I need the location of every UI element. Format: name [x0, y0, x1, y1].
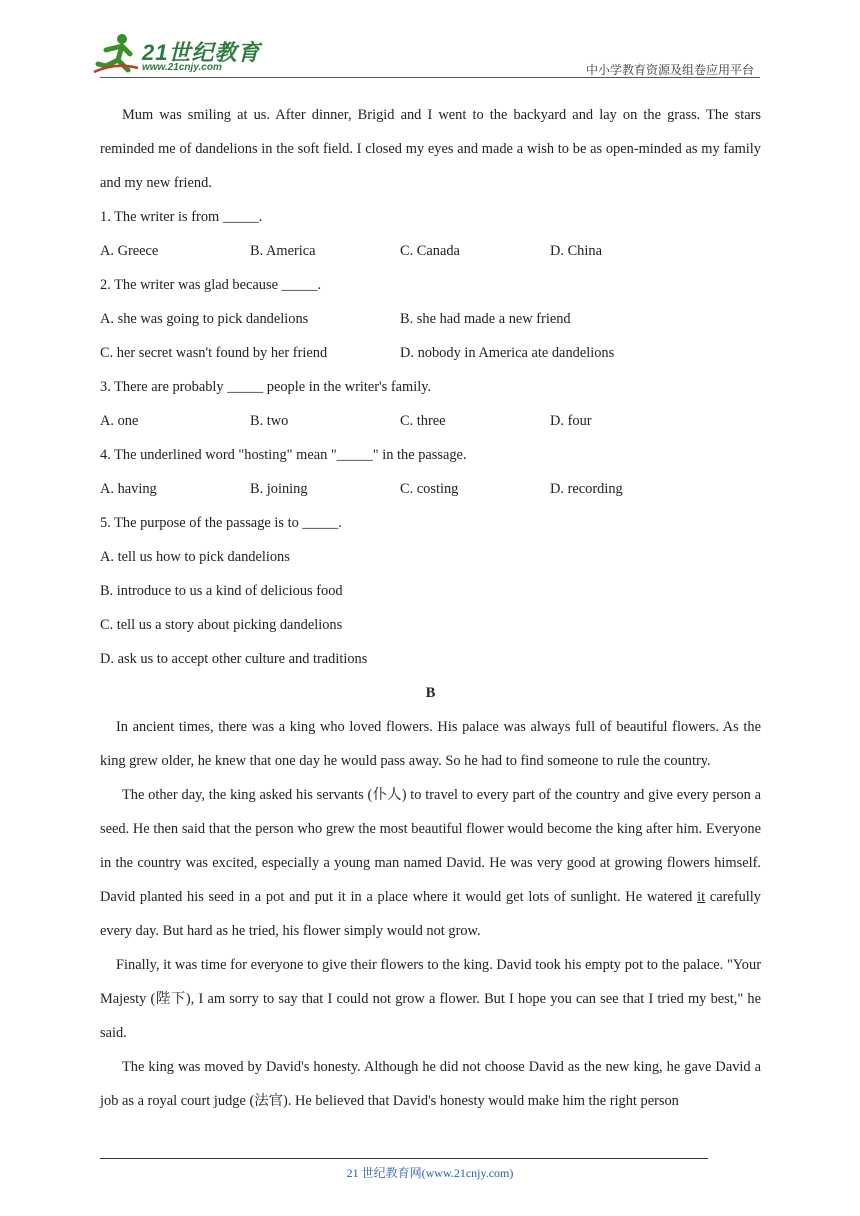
option-d: D. ask us to accept other culture and traditions	[100, 651, 368, 667]
option-c: C. Canada	[400, 243, 460, 259]
question-2: 2. The writer was glad because _____.	[100, 277, 322, 293]
question-1-options	[100, 234, 761, 268]
question-4: 4. The underlined word "hosting" mean "_____" in the passage.	[100, 447, 467, 463]
logo-url: www.21cnjy.com	[142, 62, 222, 73]
site-logo	[92, 32, 262, 78]
option-a: A. tell us how to pick dandelions	[100, 549, 290, 565]
option-b: B. joining	[250, 481, 308, 497]
question-1: 1. The writer is from _____.	[100, 209, 263, 225]
option-d: D. recording	[550, 481, 623, 497]
option-a: A. she was going to pick dandelions	[100, 311, 309, 327]
option-d: D. four	[550, 413, 592, 429]
option-b: B. introduce to us a kind of delicious food	[100, 583, 343, 599]
page-header	[0, 0, 860, 80]
option-a: A. having	[100, 481, 157, 497]
option-c: C. costing	[400, 481, 459, 497]
question-4-options	[100, 472, 761, 506]
document-body	[100, 98, 761, 1118]
logo-text: 21世纪教育	[142, 40, 261, 65]
header-divider	[100, 77, 760, 78]
question-2-options-row2	[100, 336, 761, 370]
option-a: A. Greece	[100, 243, 159, 259]
footer-text: 21 世纪教育网(www.21cnjy.com)	[346, 1166, 514, 1180]
paragraph-text: carefully every day. But hard as he tried, his flower simply would not grow.	[100, 889, 762, 939]
section-title-b: B	[425, 685, 436, 701]
passage-b-paragraph-2	[100, 778, 761, 948]
runner-logo-icon	[92, 32, 140, 76]
option-a: A. one	[100, 413, 139, 429]
footer-divider	[100, 1158, 708, 1159]
passage-b-paragraph-1: In ancient times, there was a king who loved flowers. His palace was always full of beautiful flowers. As the king grew older, he knew that one day he would pass away. So he had to find someone to rule the country.	[100, 719, 761, 769]
header-platform-text: 中小学教育资源及组卷应用平台	[585, 63, 754, 77]
option-b: B. she had made a new friend	[400, 311, 571, 327]
option-b: B. America	[250, 243, 316, 259]
passage-b-paragraph-4: The king was moved by David's honesty. Although he did not choose David as the new king, he gave David a job as a royal court judge (法官). He believed that David's honesty would make him the right person	[100, 1059, 761, 1109]
option-d: D. China	[550, 243, 602, 259]
option-b: B. two	[250, 413, 289, 429]
option-c: C. three	[400, 413, 446, 429]
option-c: C. tell us a story about picking dandelions	[100, 617, 343, 633]
question-5: 5. The purpose of the passage is to _____.	[100, 515, 342, 531]
option-d: D. nobody in America ate dandelions	[400, 345, 615, 361]
question-3: 3. There are probably _____ people in the writer's family.	[100, 379, 432, 395]
paragraph-text: The other day, the king asked his servants (仆人) to travel to every part of the country and give every person a seed. He then said that the person who grew the most beautiful flower would become the king after him. Everyone in the country was excited, especially a young man named David. He was very good at growing flowers himself. David planted his seed in a pot and put it in a place where it would get lots of sunlight. He watered	[100, 787, 761, 905]
passage-a-paragraph: Mum was smiling at us. After dinner, Brigid and I went to the backyard and lay on the grass. The stars reminded me of dandelions in the soft field. I closed my eyes and made a wish to be as open-minded as my family and my new friend.	[100, 107, 761, 191]
question-3-options	[100, 404, 761, 438]
passage-b-paragraph-3: Finally, it was time for everyone to give their flowers to the king. David took his empty pot to the palace. "Your Majesty (陛下), I am sorry to say that I could not grow a flower. But I hope you can see that I tried my best," he said.	[100, 957, 761, 1041]
option-c: C. her secret wasn't found by her friend	[100, 345, 328, 361]
question-2-options-row1	[100, 302, 761, 336]
underlined-word: it	[697, 889, 706, 905]
